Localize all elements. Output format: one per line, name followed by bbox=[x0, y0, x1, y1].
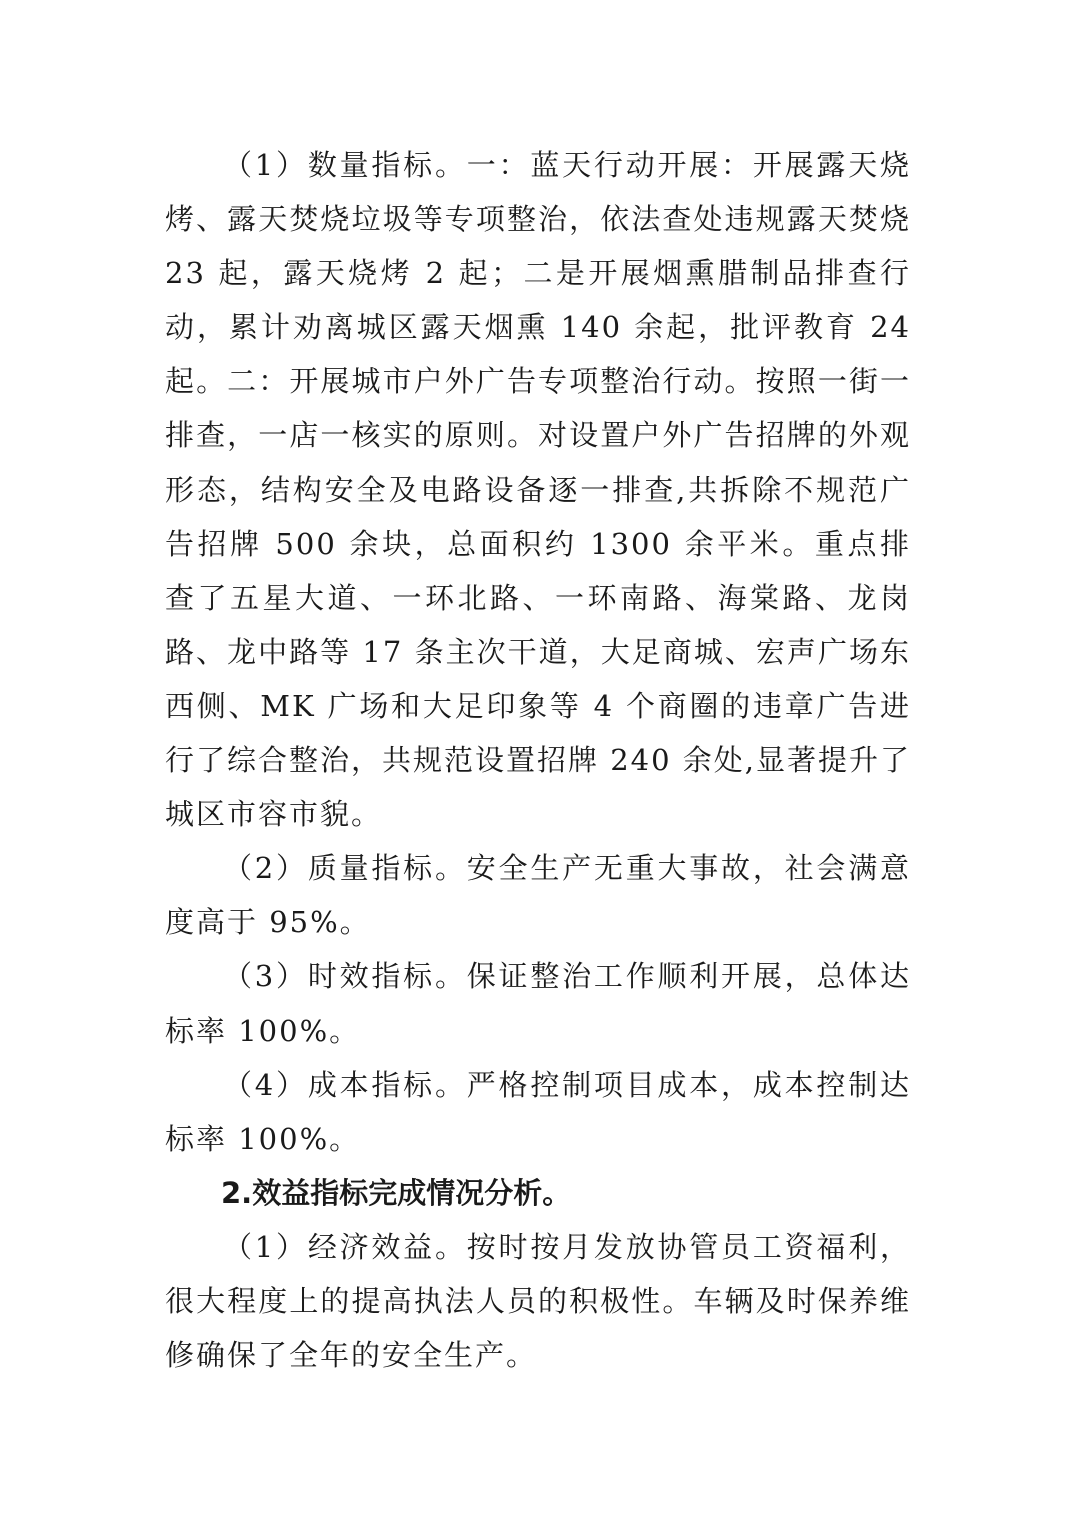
paragraph-economic-benefit: （1）经济效益。按时按月发放协管员工资福利，很大程度上的提高执法人员的积极性。车辆及时保养维修确保了全年的安全生产。 bbox=[165, 1229, 911, 1373]
paragraph-quantity-indicator: （1）数量指标。一：蓝天行动开展：开展露天烧烤、露天焚烧垃圾等专项整治，依法查处违规露天焚烧 23 起，露天烧烤 2 起；二是开展烟熏腊制品排查行动，累计劝离城区露天烟熏 140 余起，批评教育 24 起。二：开展城市户外广告专项整治行动。按照一街一排查，一店一核实的原则。对设置户外广告招牌的外观形态，结构安全及电路设备逐一排查,共拆除不规范广告招牌 500 余块，总面积约 1300 余平米。重点排查了五星大道、一环北路、一环南路、海棠路、龙岗路、龙中路等 17 条主次干道，大足商城、宏声广场东西侧、MK 广场和大足印象等 4 个商圈的违章广告进行了综合整治，共规范设置招牌 240 余处,显著提升了城区市容市貌。 bbox=[165, 148, 912, 832]
paragraph-cost-indicator: （4）成本指标。严格控制项目成本，成本控制达标率 100%。 bbox=[165, 1067, 911, 1156]
document-body bbox=[165, 138, 911, 1382]
paragraph-timeliness-indicator: （3）时效指标。保证整治工作顺利开展，总体达标率 100%。 bbox=[165, 959, 911, 1048]
section-heading-benefit-analysis: 2.效益指标完成情况分析。 bbox=[221, 1175, 572, 1210]
paragraph-quality-indicator: （2）质量指标。安全生产无重大事故，社会满意度高于 95%。 bbox=[165, 851, 911, 940]
